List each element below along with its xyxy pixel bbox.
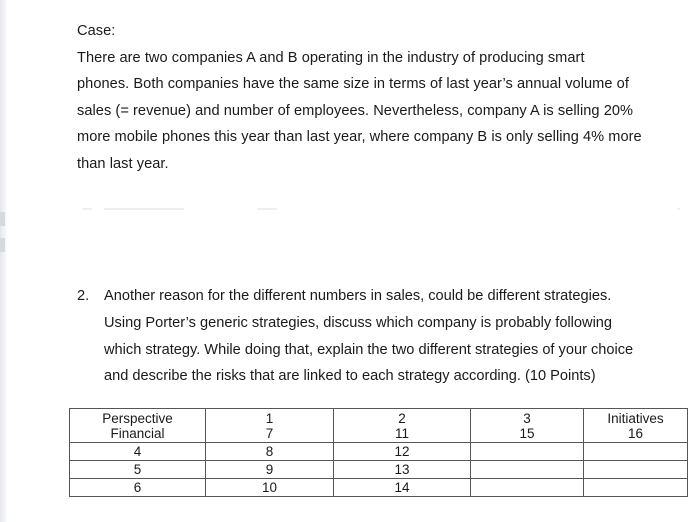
left-edge-strip [0, 0, 8, 522]
table-cell [584, 443, 688, 461]
table-cell [471, 479, 584, 497]
question-line: and describe the risks that are linked to each strategy according. (10 Points) [104, 368, 596, 385]
table-cell [584, 479, 688, 497]
question-line: which strategy. While doing that, explain the two different strategies of your choice [104, 341, 634, 358]
table-cell: Initiatives 16 [584, 409, 688, 443]
case-line: more mobile phones this year than last year, where company B is only selling 4% more [77, 129, 642, 145]
table-row [70, 443, 688, 461]
faded-text-line [82, 208, 682, 216]
table-cell [584, 461, 688, 479]
table-cell: 3 15 [471, 409, 584, 443]
question-line: Using Porter’s generic strategies, discuss which company is probably following [104, 314, 613, 331]
edge-mark [0, 212, 5, 226]
table-cell: 9 [206, 461, 334, 479]
question-2 [77, 283, 692, 390]
table-cell: 14 [334, 479, 471, 497]
table-cell: 8 [206, 443, 334, 461]
table-cell: 13 [334, 461, 471, 479]
edge-mark [0, 238, 5, 252]
question-number: 2. [77, 288, 90, 304]
table-row [70, 409, 688, 443]
table-cell: 4 [70, 443, 206, 461]
table-row [70, 461, 688, 479]
table-cell: 6 [70, 479, 206, 497]
case-line: phones. Both companies have the same size in terms of last year’s annual volume of [77, 76, 629, 92]
table-row [70, 479, 688, 497]
table-cell: 5 [70, 461, 206, 479]
case-line: than last year. [77, 155, 169, 172]
case-line: There are two companies A and B operating in the industry of producing smart [77, 49, 585, 66]
case-line: sales (= revenue) and number of employees. Nevertheless, company A is selling 20% [77, 102, 634, 119]
table-cell: 12 [334, 443, 471, 461]
data-table [69, 408, 688, 497]
question-text [104, 283, 692, 390]
table-cell: 2 11 [334, 409, 471, 443]
table-cell: 1 7 [206, 409, 334, 443]
table-cell: Perspective Financial [70, 409, 206, 443]
case-heading: Case: [77, 23, 116, 39]
table-cell: 10 [206, 479, 334, 497]
table-cell [471, 461, 584, 479]
table-cell [471, 443, 584, 461]
question-line: Another reason for the different numbers in sales, could be different strategies. [104, 288, 612, 304]
case-section [77, 18, 689, 177]
